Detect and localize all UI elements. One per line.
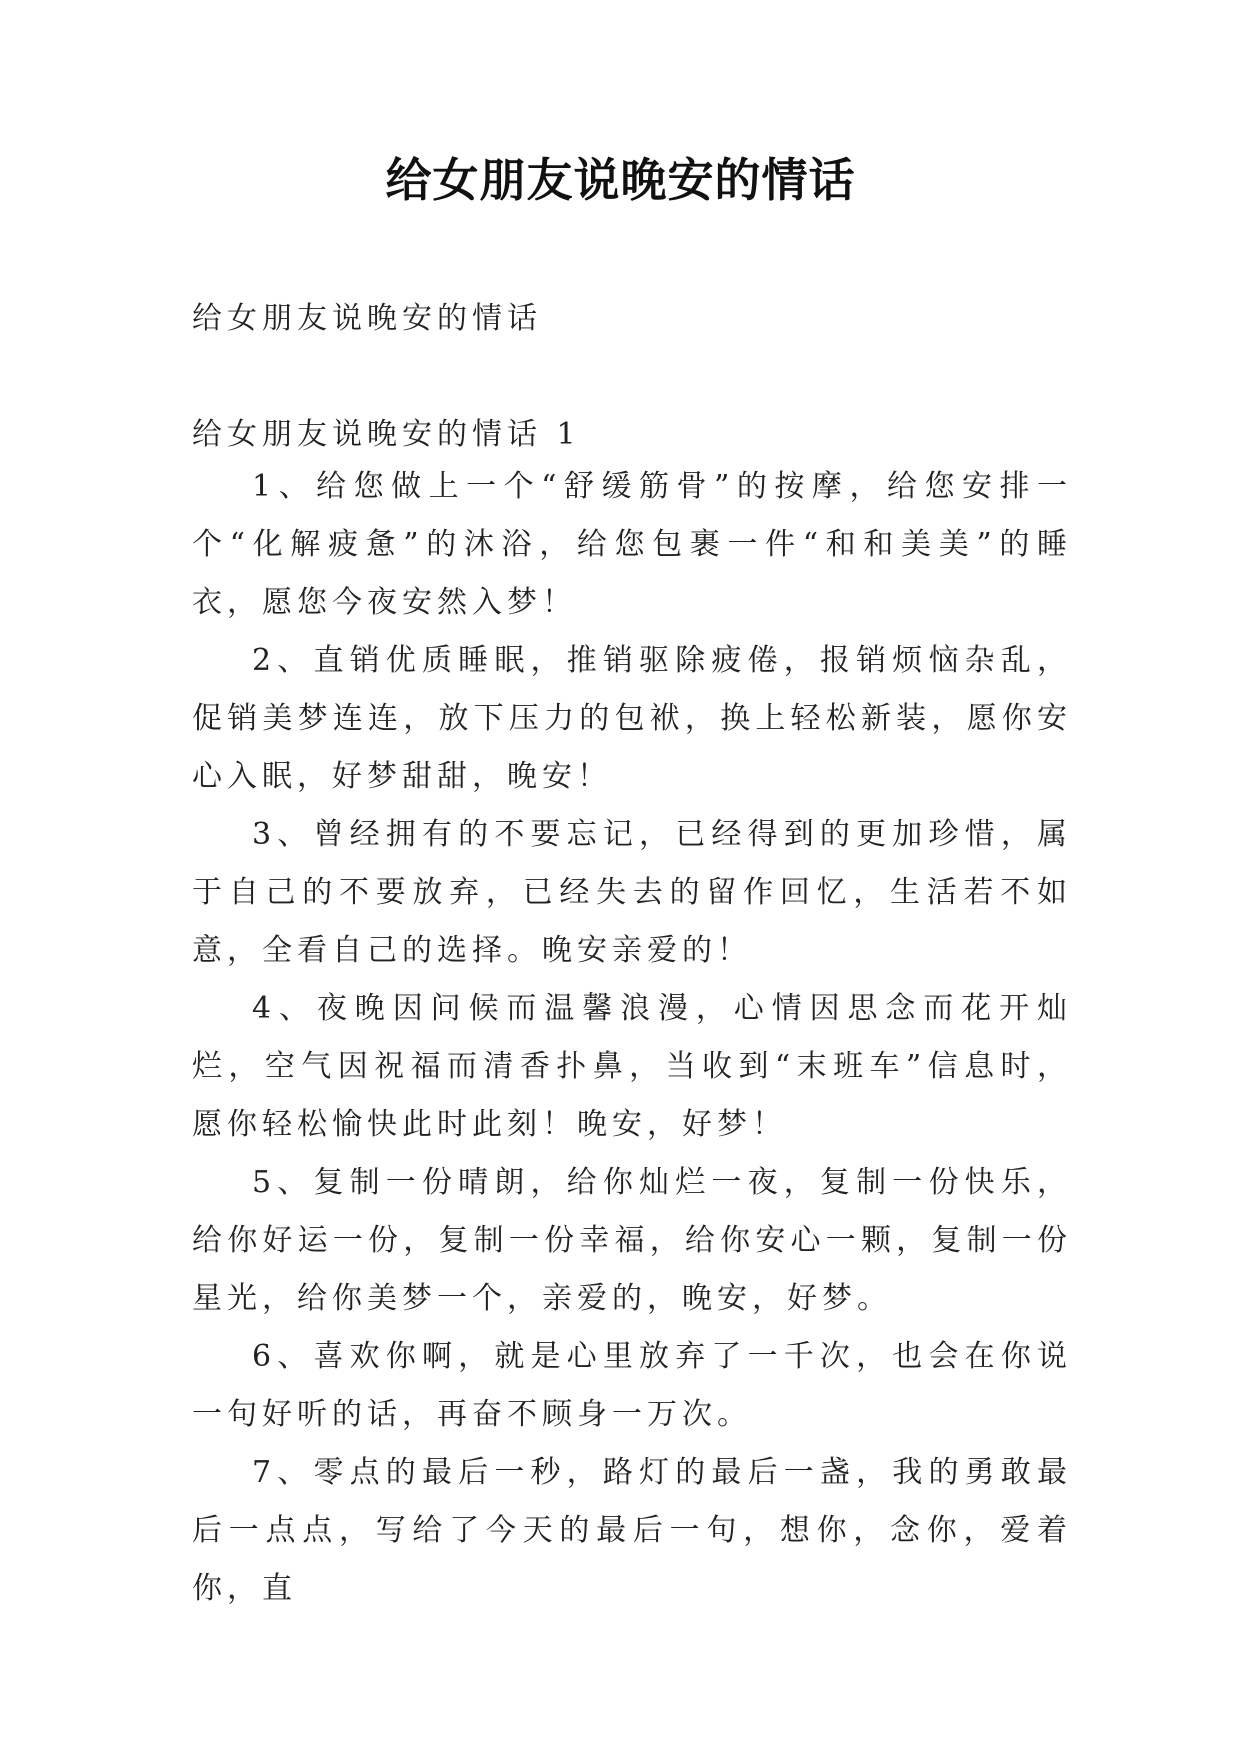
paragraph: 4、夜晚因问候而温馨浪漫，心情因思念而花开灿烂，空气因祝福而清香扑鼻，当收到“末班车”信息时，愿你轻松愉快此时此刻！晚安，好梦！ [192, 991, 1072, 1142]
document-body [192, 458, 1072, 1618]
document-subtitle: 给女朋友说晚安的情话 [192, 301, 542, 336]
paragraph: 3、曾经拥有的不要忘记，已经得到的更加珍惜，属于自己的不要放弃，已经失去的留作回忆，生活若不如意，全看自己的选择。晚安亲爱的！ [192, 817, 1072, 968]
paragraph: 5、复制一份晴朗，给你灿烂一夜，复制一份快乐，给你好运一份，复制一份幸福，给你安心一颗，复制一份星光，给你美梦一个，亲爱的，晚安，好梦。 [192, 1165, 1072, 1316]
paragraph: 2、直销优质睡眠，推销驱除疲倦，报销烦恼杂乱，促销美梦连连，放下压力的包袱，换上轻松新装，愿你安心入眠，好梦甜甜，晚安！ [192, 643, 1072, 794]
document-title: 给女朋友说晚安的情话 [385, 153, 856, 207]
section-heading: 给女朋友说晚安的情话 1 [192, 417, 581, 452]
paragraph: 1、给您做上一个“舒缓筋骨”的按摩，给您安排一个“化解疲惫”的沐浴，给您包裹一件“和和美美”的睡衣，愿您今夜安然入梦！ [192, 469, 1072, 620]
paragraph: 7、零点的最后一秒，路灯的最后一盏，我的勇敢最后一点点，写给了今天的最后一句，想你，念你，爱着你，直 [192, 1455, 1072, 1606]
paragraph: 6、喜欢你啊，就是心里放弃了一千次，也会在你说一句好听的话，再奋不顾身一万次。 [192, 1339, 1072, 1432]
